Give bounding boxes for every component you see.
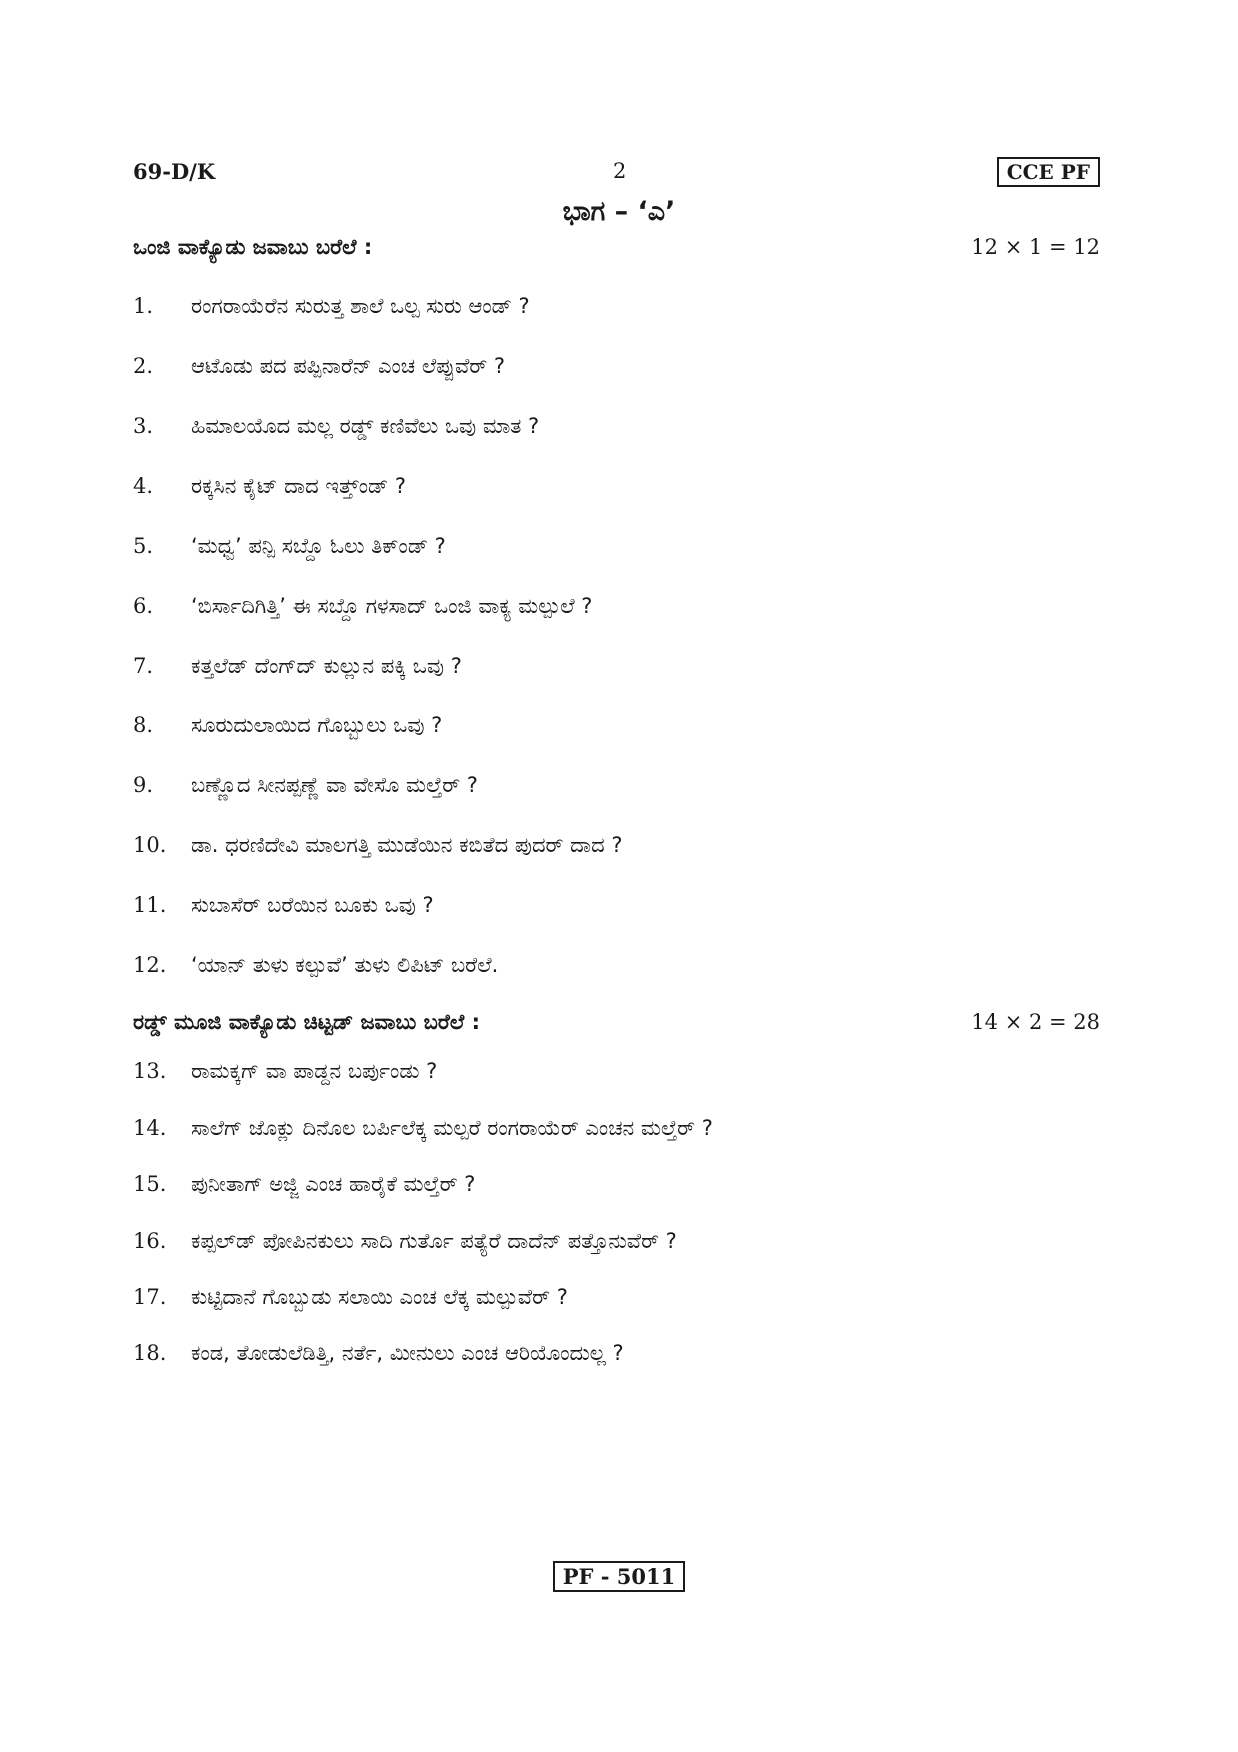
- question-number: 5.: [133, 534, 154, 558]
- section2-header: [133, 1010, 1100, 1044]
- question-number: 7.: [133, 654, 154, 678]
- question-text: ಸೂರುದುಲಾಯಿದ ಗೊಬ್ಬುಲು ಒವು ?: [191, 713, 443, 737]
- question-2: [133, 354, 1100, 390]
- question-text: ಸುಬಾಸೆರ್ ಬರೆಯಿನ ಬೂಕು ಒವು ?: [191, 893, 434, 917]
- question-text: ರಕ್ಕಸಿನ ಕೈಟ್ ದಾದ ಇತ್ತ್ಂಡ್ ?: [191, 474, 407, 498]
- question-text: ಕಪ್ಪಲ್‌ಡ್ ಪೋಪಿನಕುಲು ಸಾದಿ ಗುರ್ತೊ ಪತ್ಯೆರೆ ದಾದೆನ್ ಪತ್ತೊನುವೆರ್ ?: [191, 1229, 677, 1253]
- question-text: ‘ಯಾನ್ ತುಳು ಕಲ್ಪುವೆ’ ತುಳು ಲಿಪಿಟ್ ಬರೆಲೆ.: [191, 953, 499, 977]
- page-number: 2: [613, 159, 627, 183]
- question-text: ‘ಮಧ್ವ’ ಪನ್ಪಿ ಸಬ್ದೊ ಓಲು ತಿಕ್ಂಡ್ ?: [191, 534, 446, 558]
- question-text: ಡಾ. ಧರಣಿದೇವಿ ಮಾಲಗತ್ತಿ ಮುಡೆಯಿನ ಕಬಿತೆದ ಪುದರ್ ದಾದ ?: [191, 833, 623, 857]
- question-text: ಕುಟ್ಟಿದಾನೆ ಗೊಬ್ಬುಡು ಸಲಾಯಿ ಎಂಚ ಲೆಕ್ಕ ಮಲ್ಪುವೆರ್ ?: [191, 1285, 568, 1309]
- section1-instruction: ಒಂಜಿ ವಾಕ್ಯೊಡು ಜವಾಬು ಬರೆಲೆ :: [133, 235, 373, 259]
- question-3: [133, 414, 1100, 450]
- question-15: [133, 1172, 1100, 1208]
- question-17: [133, 1285, 1100, 1321]
- footer-code-box: PF - 5011: [553, 1561, 686, 1592]
- question-text: ‘ಬಿರ್ಸಾದಿಗಿತ್ತಿ’ ಈ ಸಬ್ದೊ ಗಳಸಾದ್ ಒಂಜಿ ವಾಕ್ಯ ಮಲ್ಪುಲೆ ?: [191, 594, 593, 618]
- question-number: 17.: [133, 1285, 167, 1309]
- question-number: 1.: [133, 294, 154, 318]
- question-number: 10.: [133, 833, 167, 857]
- question-16: [133, 1229, 1100, 1265]
- question-1: [133, 294, 1100, 330]
- question-number: 8.: [133, 713, 154, 737]
- question-number: 18.: [133, 1341, 167, 1365]
- question-11: [133, 893, 1100, 929]
- question-7: [133, 654, 1100, 690]
- question-number: 16.: [133, 1229, 167, 1253]
- question-6: [133, 594, 1100, 630]
- question-10: [133, 833, 1100, 869]
- section1-marks: 12 × 1 = 12: [971, 235, 1100, 259]
- question-text: ಬಣ್ಣೊದ ಸೀನಪ್ಪಣ್ಣೆ ವಾ ವೇಸೊ ಮಲ್ತೆರ್ ?: [191, 773, 478, 797]
- part-title: ಭಾಗ – ‘ಎ’: [562, 196, 676, 227]
- question-text: ರಂಗರಾಯೆರೆನ ಸುರುತ್ತ ಶಾಲೆ ಒಲ್ಪ ಸುರು ಆಂಡ್ ?: [191, 294, 530, 318]
- question-9: [133, 773, 1100, 809]
- paper-code-box: CCE PF: [997, 157, 1100, 187]
- paper-code-left: 69-D/K: [133, 159, 216, 184]
- question-text: ರಾಮಕ್ಕಗ್ ವಾ ಪಾಡ್ದನ ಬರ್ಪುಂಡು ?: [191, 1059, 438, 1083]
- question-number: 11.: [133, 893, 167, 917]
- question-number: 3.: [133, 414, 154, 438]
- question-number: 13.: [133, 1059, 167, 1083]
- question-number: 14.: [133, 1116, 167, 1140]
- section2-instruction: ರಡ್ಡ್ ಮೂಜಿ ವಾಕ್ಯೊಡು ಚಿಟ್ಟಡ್ ಜವಾಬು ಬರೆಲೆ :: [133, 1010, 480, 1034]
- page-footer: [0, 1561, 1238, 1592]
- question-text: ಕತ್ತಲೆಡ್ ದೆಂಗ್‌ದ್ ಕುಲ್ಲುನ ಪಕ್ಕಿ ಒವು ?: [191, 654, 462, 678]
- section2-marks: 14 × 2 = 28: [971, 1010, 1100, 1034]
- question-number: 4.: [133, 474, 154, 498]
- question-number: 15.: [133, 1172, 167, 1196]
- question-4: [133, 474, 1100, 510]
- question-5: [133, 534, 1100, 570]
- question-number: 9.: [133, 773, 154, 797]
- page-header: [133, 157, 1100, 193]
- question-text: ಕಂಡ, ತೋಡುಲೆಡಿತ್ತಿ, ನರ್ತೆ, ಮೀನುಲು ಎಂಚ ಆರಿಯೊಂದುಲ್ಲ ?: [191, 1341, 624, 1365]
- question-8: [133, 713, 1100, 749]
- question-number: 6.: [133, 594, 154, 618]
- question-14: [133, 1116, 1100, 1152]
- question-18: [133, 1341, 1100, 1377]
- question-13: [133, 1059, 1100, 1095]
- question-text: ಪುನೀತಾಗ್ ಅಜ್ಜಿ ಎಂಚ ಹಾರೈಕೆ ಮಲ್ತೆರ್ ?: [191, 1172, 476, 1196]
- section1-header: [133, 235, 1100, 269]
- question-text: ಆಟೊಡು ಪದ ಪಪ್ಪಿನಾರೆನ್ ಎಂಚ ಲೆಪ್ಪುವೆರ್ ?: [191, 354, 506, 378]
- question-number: 2.: [133, 354, 154, 378]
- question-12: [133, 953, 1100, 989]
- question-number: 12.: [133, 953, 167, 977]
- question-text: ಸಾಲೆಗ್ ಜೊಕ್ಲು ದಿನೊಲ ಬರ್ಪಿಲೆಕ್ಕ ಮಲ್ಪರೆ ರಂಗರಾಯೆರ್ ಎಂಚನ ಮಲ್ತೆರ್ ?: [191, 1116, 713, 1140]
- question-text: ಹಿಮಾಲಯೊದ ಮಲ್ಲ ರಡ್ಡ್ ಕಣಿವೆಲು ಒವು ಮಾತ ?: [191, 414, 540, 438]
